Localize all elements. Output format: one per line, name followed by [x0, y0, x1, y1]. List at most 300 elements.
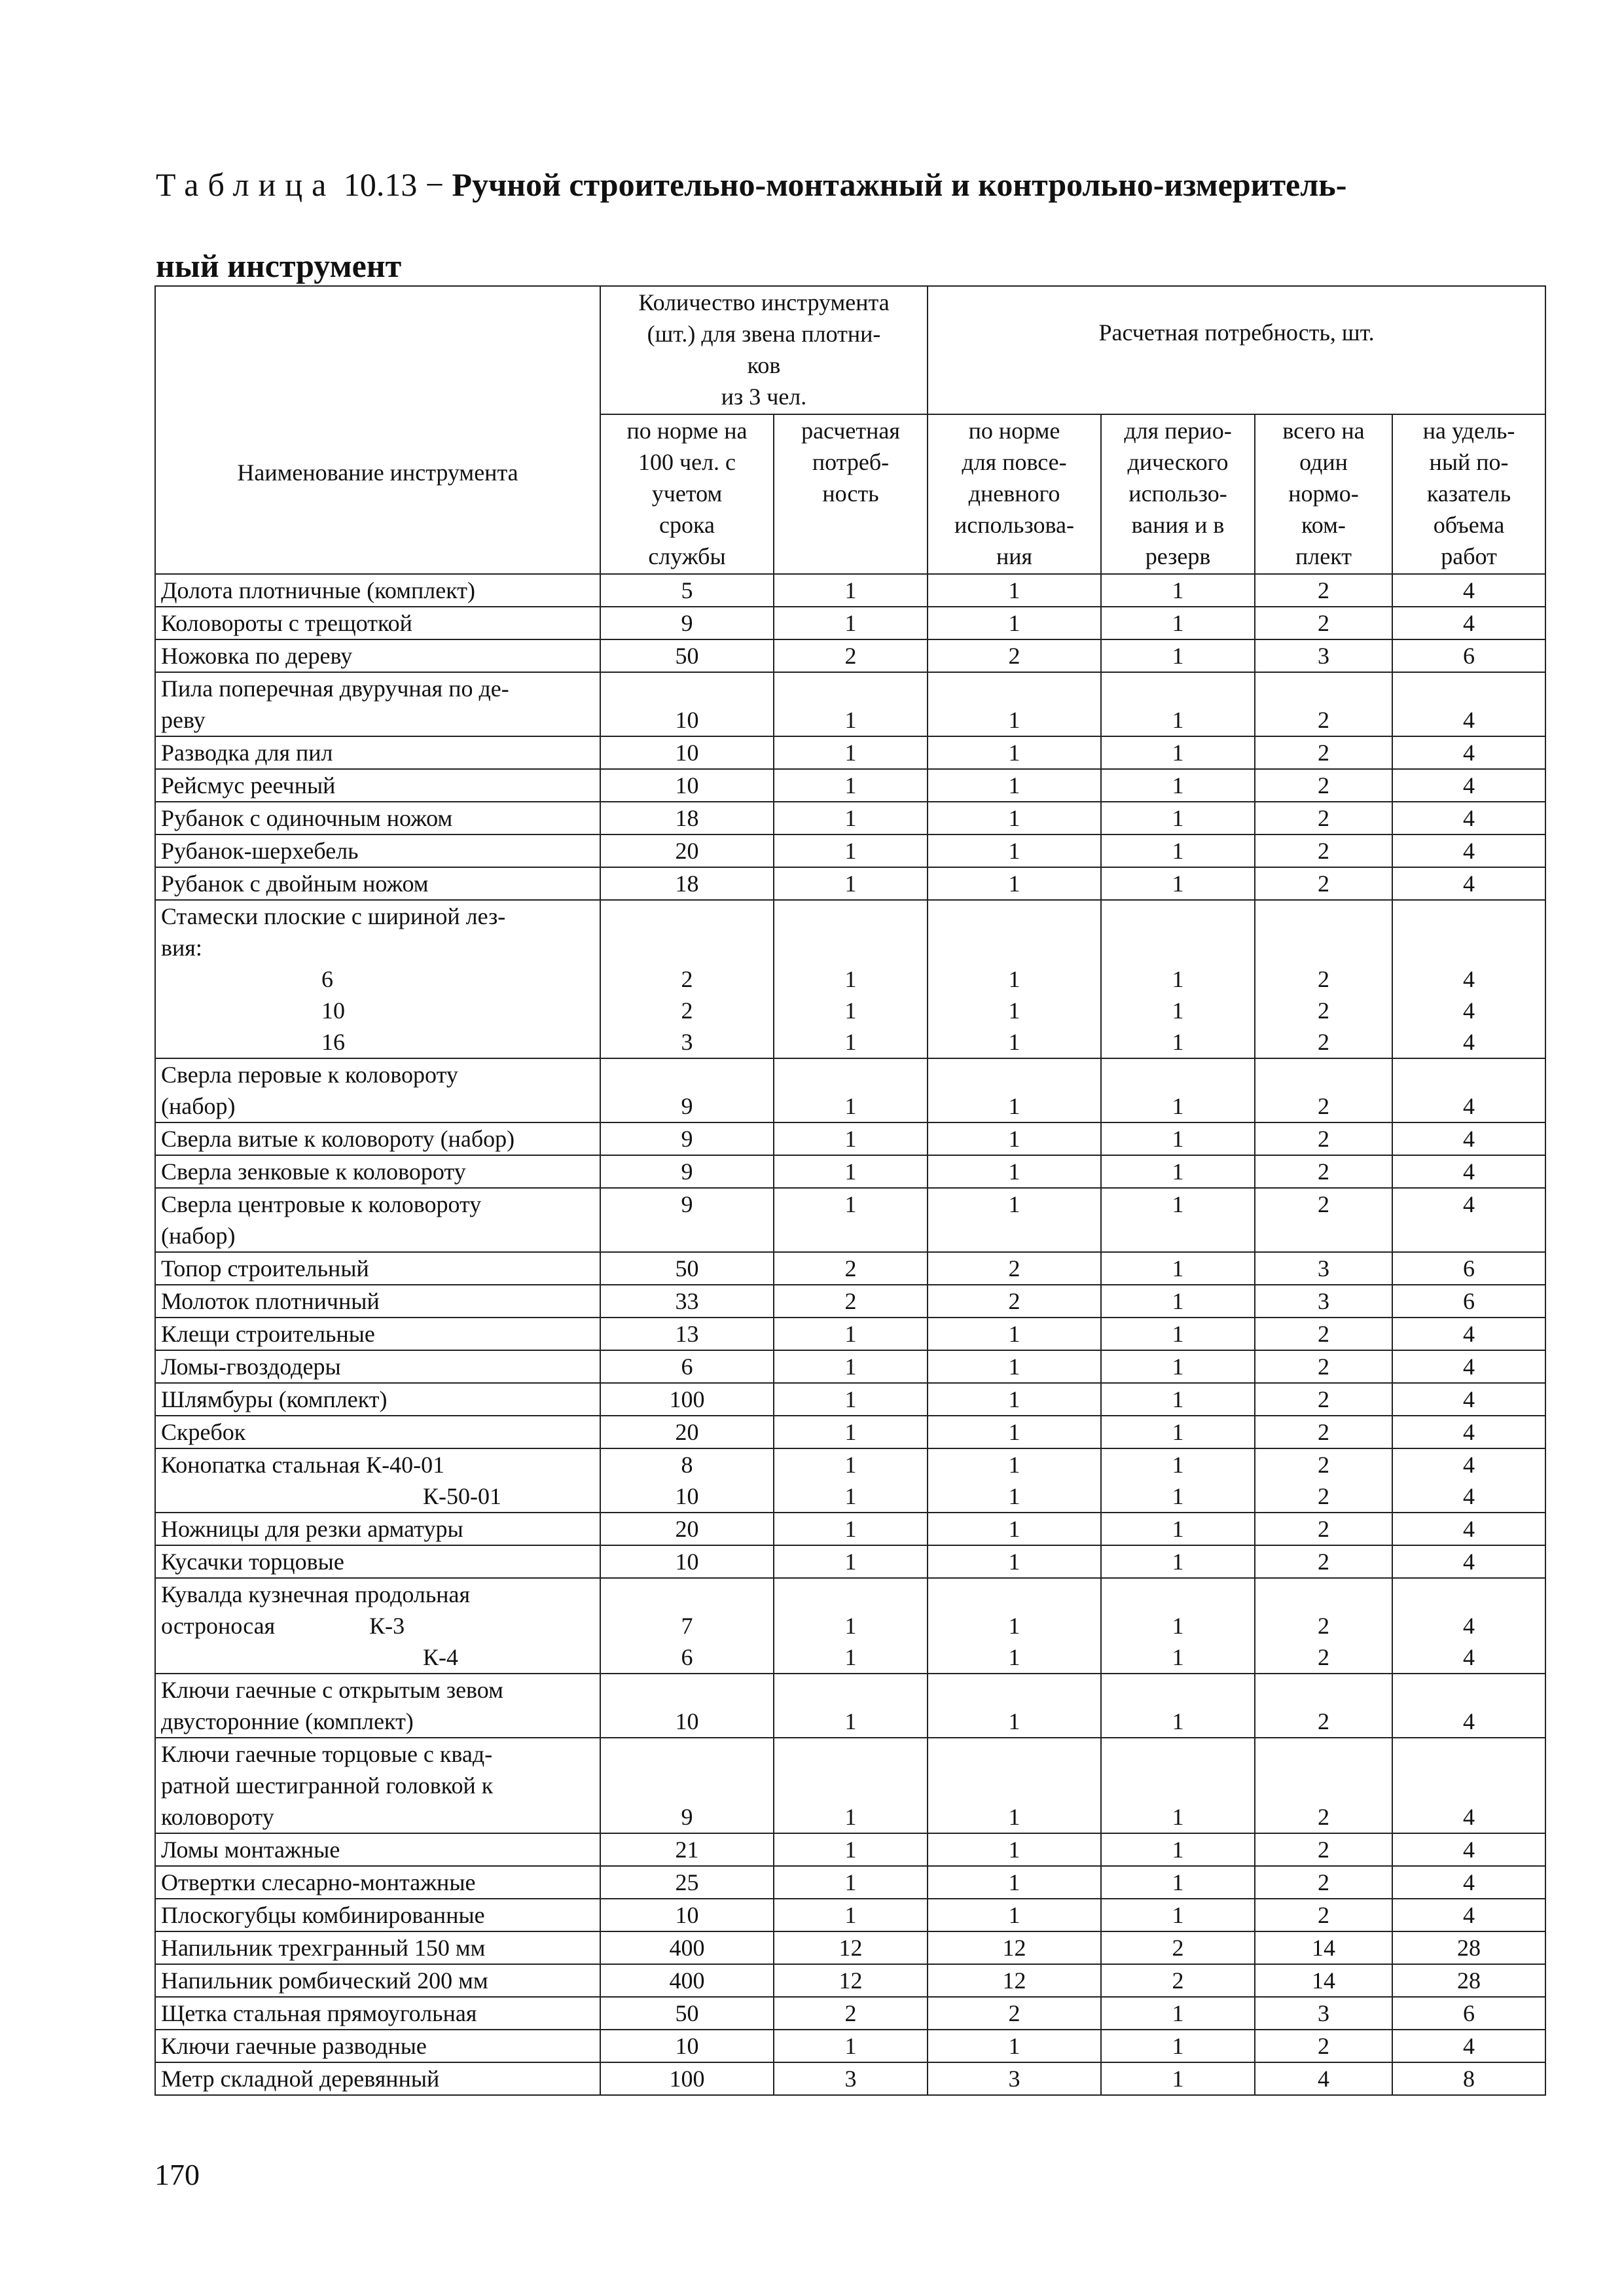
value: 2: [1008, 1288, 1020, 1314]
header-text-line: по норме на: [626, 418, 748, 444]
tool-name: Ножницы для резки арматуры: [161, 1516, 463, 1542]
value: 1: [844, 966, 857, 992]
value: 1: [1172, 1126, 1184, 1152]
table-row: [155, 2030, 1545, 2062]
value: 4: [1463, 1644, 1475, 1670]
value-cell-norm100: [600, 769, 774, 802]
tool-name-cell: [155, 2062, 600, 2095]
value: 2: [1008, 643, 1020, 669]
value: 6: [1463, 1255, 1475, 1282]
value-cell-periodic: [1101, 900, 1255, 1058]
table-row: [155, 802, 1545, 834]
value: 2: [1318, 1483, 1330, 1509]
value-cell-specific: [1392, 1545, 1545, 1578]
tool-size: 6: [321, 966, 333, 992]
value: 4: [1463, 1354, 1475, 1380]
tool-name: Шлямбуры (комплект): [161, 1386, 388, 1412]
value: 3: [1318, 643, 1330, 669]
value-cell-periodic: [1101, 1964, 1255, 1997]
value-cell-specific: [1392, 607, 1545, 639]
value: 1: [1008, 1093, 1020, 1119]
caption-number: 10.13 −: [343, 166, 444, 203]
value-cell-specific: [1392, 1318, 1545, 1350]
value-cell-specific: [1392, 1833, 1545, 1866]
value-cell-calc: [774, 639, 928, 672]
value-cell-norm100: [600, 1383, 774, 1416]
value: 1: [844, 1191, 857, 1217]
value-cell-periodic: [1101, 1122, 1255, 1155]
value-cell-daily: [928, 1674, 1101, 1738]
value-cell-daily: [928, 900, 1101, 1058]
value: 10: [675, 707, 699, 733]
value: 1: [1172, 1029, 1184, 1055]
tool-name-cell: [155, 769, 600, 802]
table-row: [155, 639, 1545, 672]
value-cell-calc: [774, 1931, 928, 1964]
value-cell-calc: [774, 1578, 928, 1674]
value: 1: [1008, 1126, 1020, 1152]
value-cell-norm100: [600, 1350, 774, 1383]
value-cell-daily: [928, 867, 1101, 900]
tool-name-cell: [155, 1448, 600, 1513]
value-cell-per-set: [1255, 2062, 1392, 2095]
value-cell-per-set: [1255, 1964, 1392, 1997]
value: 2: [1318, 1386, 1330, 1412]
value: 1: [1008, 870, 1020, 897]
header-text-line: для повсе-: [962, 449, 1067, 475]
value: 1: [1172, 1804, 1184, 1830]
value-cell-daily: [928, 1383, 1101, 1416]
value-cell-daily: [928, 1448, 1101, 1513]
value: 1: [844, 1126, 857, 1152]
tool-name: Пила поперечная двуручная по де-: [161, 675, 509, 702]
header-text-line: использо-: [1128, 480, 1227, 507]
table-caption: [156, 144, 1543, 306]
value: 21: [675, 1837, 699, 1863]
value-cell-per-set: [1255, 672, 1392, 736]
value-cell-specific: [1392, 1252, 1545, 1285]
value: 1: [844, 838, 857, 864]
value-cell-periodic: [1101, 1285, 1255, 1318]
value: 7: [681, 1613, 693, 1639]
value: 1: [844, 1483, 857, 1509]
tool-name: Конопатка стальная К-40-01: [161, 1452, 445, 1478]
value: 1: [844, 1549, 857, 1575]
value-cell-calc: [774, 1997, 928, 2030]
value: 12: [839, 1935, 863, 1961]
value: 1: [844, 997, 857, 1024]
value: 1: [1008, 1549, 1020, 1575]
value-cell-specific: [1392, 1899, 1545, 1931]
value-cell-specific: [1392, 1997, 1545, 2030]
value: 1: [844, 1386, 857, 1412]
tool-name: Отвертки слесарно-монтажные: [161, 1869, 476, 1895]
value-cell-calc: [774, 1350, 928, 1383]
header-group-quantity: [600, 286, 928, 414]
table-row: [155, 1383, 1545, 1416]
value-cell-per-set: [1255, 639, 1392, 672]
value-cell-daily: [928, 1545, 1101, 1578]
value: 25: [675, 1869, 699, 1895]
value: 4: [1463, 1029, 1475, 1055]
value: 2: [1318, 707, 1330, 733]
value: 1: [1172, 2033, 1184, 2059]
value-cell-specific: [1392, 639, 1545, 672]
value: 1: [844, 1452, 857, 1478]
value: 1: [844, 870, 857, 897]
header-text-line: ность: [822, 480, 879, 507]
value-cell-periodic: [1101, 1674, 1255, 1738]
value: 2: [1318, 1708, 1330, 1734]
header-text-line: объема: [1433, 512, 1505, 538]
value: 10: [675, 740, 699, 766]
tool-name-cell: [155, 1545, 600, 1578]
value: 4: [1463, 1483, 1475, 1509]
value: 4: [1463, 1093, 1475, 1119]
value-cell-norm100: [600, 1738, 774, 1833]
value: 4: [1463, 1386, 1475, 1412]
value: 1: [844, 1419, 857, 1445]
value: 1: [844, 1029, 857, 1055]
tool-name: Клещи строительные: [161, 1321, 375, 1347]
value-cell-norm100: [600, 900, 774, 1058]
value: 2: [844, 1288, 857, 1314]
value: 4: [1463, 707, 1475, 733]
value: 3: [1318, 1255, 1330, 1282]
value-cell-daily: [928, 1997, 1101, 2030]
header-text-line: работ: [1441, 543, 1497, 569]
table-row: [155, 1416, 1545, 1448]
value-cell-calc: [774, 1285, 928, 1318]
value-cell-per-set: [1255, 1155, 1392, 1188]
value: 20: [675, 838, 699, 864]
table-row: [155, 867, 1545, 900]
value-cell-per-set: [1255, 1252, 1392, 1285]
table-row: [155, 834, 1545, 867]
value-cell-daily: [928, 1513, 1101, 1545]
value: 8: [681, 1452, 693, 1478]
value: 2: [1318, 805, 1330, 831]
value: 9: [681, 1191, 693, 1217]
header-text-line: ный по-: [1429, 449, 1509, 475]
value: 2: [1318, 997, 1330, 1024]
value-cell-per-set: [1255, 900, 1392, 1058]
value: 2: [1318, 1158, 1330, 1185]
value: 4: [1463, 610, 1475, 636]
tool-name: Ключи гаечные разводные: [161, 2033, 427, 2059]
tool-name: Щетка стальная прямоугольная: [161, 2000, 477, 2026]
value: 1: [1008, 997, 1020, 1024]
value: 1: [1172, 1158, 1184, 1185]
value-cell-calc: [774, 1318, 928, 1350]
value: 1: [844, 1837, 857, 1863]
table-row: [155, 1738, 1545, 1833]
value: 1: [1172, 1354, 1184, 1380]
tool-name: (набор): [161, 1223, 236, 1249]
value-cell-periodic: [1101, 1899, 1255, 1931]
value: 2: [844, 2000, 857, 2026]
value: 1: [844, 1613, 857, 1639]
value: 1: [844, 1093, 857, 1119]
header-text-line: вания и в: [1131, 512, 1225, 538]
tool-name-cell: [155, 1383, 600, 1416]
value: 1: [844, 610, 857, 636]
value-cell-specific: [1392, 900, 1545, 1058]
value-cell-periodic: [1101, 639, 1255, 672]
header-sub-calc: [774, 414, 928, 574]
tool-name: (набор): [161, 1093, 236, 1119]
value-cell-specific: [1392, 736, 1545, 769]
value: 1: [1008, 2033, 1020, 2059]
table-row: [155, 1513, 1545, 1545]
tool-name-cell: [155, 639, 600, 672]
value-cell-calc: [774, 1866, 928, 1899]
value-cell-per-set: [1255, 802, 1392, 834]
value-cell-calc: [774, 802, 928, 834]
value: 1: [1172, 1191, 1184, 1217]
value-cell-per-set: [1255, 1545, 1392, 1578]
value: 1: [1172, 1837, 1184, 1863]
value: 2: [1318, 1029, 1330, 1055]
value-cell-per-set: [1255, 1122, 1392, 1155]
value: 9: [681, 1126, 693, 1152]
value-cell-periodic: [1101, 1416, 1255, 1448]
value: 1: [1172, 643, 1184, 669]
value: 50: [675, 2000, 699, 2026]
tool-name: Кувалда кузнечная продольная: [161, 1581, 471, 1607]
value-cell-norm100: [600, 1997, 774, 2030]
value: 33: [675, 1288, 699, 1314]
header-text-line: ков: [747, 352, 781, 378]
value-cell-specific: [1392, 769, 1545, 802]
header-sub-periodic: [1101, 414, 1255, 574]
tool-name-cell: [155, 2030, 600, 2062]
value: 4: [1463, 740, 1475, 766]
value: 4: [1463, 1804, 1475, 1830]
value-cell-specific: [1392, 802, 1545, 834]
value: 2: [1318, 772, 1330, 798]
value: 1: [1172, 966, 1184, 992]
value-cell-daily: [928, 769, 1101, 802]
value: 1: [844, 1321, 857, 1347]
value-cell-periodic: [1101, 1155, 1255, 1188]
value: 2: [1318, 1191, 1330, 1217]
value: 4: [1463, 870, 1475, 897]
value-cell-norm100: [600, 1578, 774, 1674]
value-cell-periodic: [1101, 1188, 1255, 1252]
value: 1: [844, 707, 857, 733]
value: 1: [844, 1869, 857, 1895]
header-text-line: 100 чел. с: [638, 449, 736, 475]
value: 6: [1463, 1288, 1475, 1314]
value: 1: [1172, 1452, 1184, 1478]
header-text-line: срока: [659, 512, 715, 538]
value-cell-norm100: [600, 1252, 774, 1285]
value: 1: [1172, 707, 1184, 733]
value: 2: [1318, 1093, 1330, 1119]
value: 2: [1318, 870, 1330, 897]
table-row: [155, 574, 1545, 607]
tool-name: Ломы-гвоздодеры: [161, 1354, 341, 1380]
value: 12: [1002, 1935, 1026, 1961]
value-cell-daily: [928, 1252, 1101, 1285]
value-cell-norm100: [600, 1155, 774, 1188]
header-text-line: расчетная: [801, 418, 900, 444]
value-cell-specific: [1392, 2062, 1545, 2095]
tool-name: реву: [161, 707, 206, 733]
value: 1: [1008, 1708, 1020, 1734]
value: 14: [1312, 1967, 1336, 1994]
value: 1: [1008, 1419, 1020, 1445]
tool-name-cell: [155, 1155, 600, 1188]
value: 2: [1008, 2000, 1020, 2026]
tool-name: Долота плотничные (комплект): [161, 577, 475, 603]
value: 100: [669, 1386, 705, 1412]
tool-model: К-4: [423, 1644, 458, 1670]
tool-name-cell: [155, 1931, 600, 1964]
header-text-line: нормо-: [1288, 480, 1359, 507]
table-row: [155, 607, 1545, 639]
value: 4: [1463, 1516, 1475, 1542]
value-cell-periodic: [1101, 574, 1255, 607]
tool-name-cell: [155, 1285, 600, 1318]
value-cell-per-set: [1255, 1188, 1392, 1252]
value: 1: [1172, 610, 1184, 636]
value: 1: [844, 1516, 857, 1542]
value-cell-periodic: [1101, 1997, 1255, 2030]
header-text-line: дневного: [968, 480, 1060, 507]
value-cell-per-set: [1255, 1674, 1392, 1738]
value-cell-daily: [928, 1188, 1101, 1252]
value-cell-per-set: [1255, 1383, 1392, 1416]
value-cell-norm100: [600, 802, 774, 834]
value: 100: [669, 2066, 705, 2092]
value-cell-calc: [774, 1122, 928, 1155]
value: 10: [675, 1708, 699, 1734]
value-cell-daily: [928, 1318, 1101, 1350]
value-cell-calc: [774, 1513, 928, 1545]
value-cell-calc: [774, 1383, 928, 1416]
value: 1: [1172, 772, 1184, 798]
header-text-line: по норме: [968, 418, 1060, 444]
header-sub-specific: [1392, 414, 1545, 574]
value-cell-norm100: [600, 1866, 774, 1899]
table-body: [155, 574, 1545, 2095]
value: 1: [844, 577, 857, 603]
page-number: 170: [154, 2158, 200, 2191]
value-cell-specific: [1392, 574, 1545, 607]
tool-name-cell: [155, 802, 600, 834]
value: 2: [1318, 1321, 1330, 1347]
value-cell-periodic: [1101, 1931, 1255, 1964]
table-row: [155, 1578, 1545, 1674]
tool-name: ратной шестигранной головкой к: [161, 1772, 494, 1799]
value: 1: [844, 1158, 857, 1185]
value-cell-daily: [928, 607, 1101, 639]
tool-name-cell: [155, 607, 600, 639]
value-cell-specific: [1392, 867, 1545, 900]
value-cell-norm100: [600, 867, 774, 900]
value-cell-calc: [774, 769, 928, 802]
value-cell-daily: [928, 1866, 1101, 1899]
tool-name: Стамески плоские с шириной лез-: [161, 903, 506, 929]
value: 2: [844, 1255, 857, 1282]
value-cell-calc: [774, 1545, 928, 1578]
value: 1: [1008, 772, 1020, 798]
value-cell-calc: [774, 1416, 928, 1448]
value-cell-daily: [928, 672, 1101, 736]
value: 1: [1008, 1516, 1020, 1542]
value: 1: [1008, 1452, 1020, 1478]
table-row: [155, 1674, 1545, 1738]
value: 12: [839, 1967, 863, 1994]
value-cell-specific: [1392, 1448, 1545, 1513]
value: 18: [675, 805, 699, 831]
tool-name: Сверла перовые к коловороту: [161, 1062, 458, 1088]
tool-model: остроносая К-3: [161, 1613, 405, 1639]
value-cell-specific: [1392, 1578, 1545, 1674]
tool-name: Скребок: [161, 1419, 246, 1445]
value-cell-norm100: [600, 1931, 774, 1964]
table-row: [155, 736, 1545, 769]
value-cell-periodic: [1101, 2030, 1255, 2062]
value-cell-daily: [928, 834, 1101, 867]
value: 50: [675, 1255, 699, 1282]
value: 400: [669, 1935, 705, 1961]
value: 4: [1463, 1902, 1475, 1928]
value-cell-per-set: [1255, 1931, 1392, 1964]
tool-name-cell: [155, 1833, 600, 1866]
value-cell-daily: [928, 1416, 1101, 1448]
value-cell-calc: [774, 1964, 928, 1997]
value-cell-periodic: [1101, 1866, 1255, 1899]
tool-name: Сверла зенковые к коловороту: [161, 1158, 466, 1185]
value: 4: [1463, 997, 1475, 1024]
header-text-line: казатель: [1426, 480, 1511, 507]
value-cell-norm100: [600, 1899, 774, 1931]
value: 1: [1008, 1158, 1020, 1185]
value: 18: [675, 870, 699, 897]
table-row: [155, 1866, 1545, 1899]
value-cell-specific: [1392, 1866, 1545, 1899]
value-cell-specific: [1392, 1285, 1545, 1318]
value-cell-calc: [774, 834, 928, 867]
value: 2: [1008, 1255, 1020, 1282]
value-cell-daily: [928, 1058, 1101, 1122]
table-row: [155, 1931, 1545, 1964]
tool-name: Топор строительный: [161, 1255, 369, 1282]
value: 1: [1008, 966, 1020, 992]
value: 1: [1008, 1029, 1020, 1055]
tool-name-cell: [155, 867, 600, 900]
value: 1: [1008, 805, 1020, 831]
value: 4: [1463, 1708, 1475, 1734]
value-cell-norm100: [600, 1513, 774, 1545]
tool-name-cell: [155, 1674, 600, 1738]
value: 1: [1008, 577, 1020, 603]
value: 1: [1172, 2000, 1184, 2026]
header-text-line: Количество инструмента: [638, 289, 890, 315]
table-row: [155, 900, 1545, 1058]
value: 1: [1008, 1354, 1020, 1380]
value-cell-norm100: [600, 736, 774, 769]
value-cell-specific: [1392, 1931, 1545, 1964]
value: 1: [1172, 1516, 1184, 1542]
value: 2: [1318, 1126, 1330, 1152]
value-cell-norm100: [600, 607, 774, 639]
table-row: [155, 1964, 1545, 1997]
value: 2: [1318, 1869, 1330, 1895]
